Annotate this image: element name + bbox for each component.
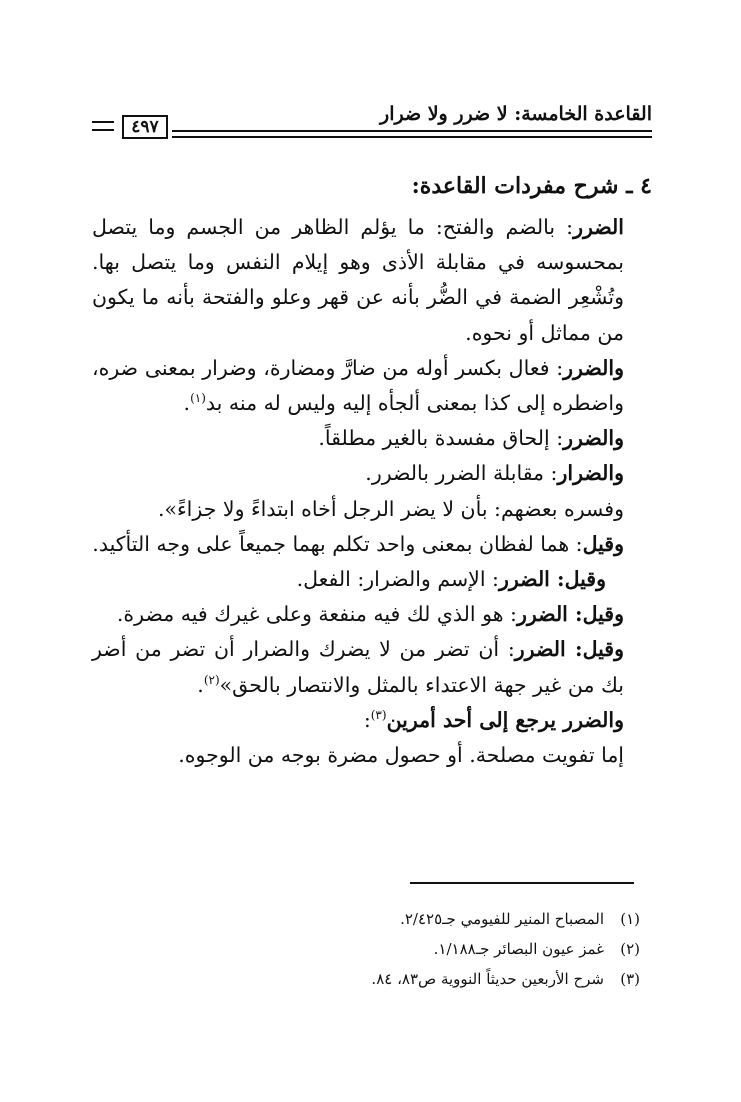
paragraph [92,597,652,632]
paragraph-text: : مقابلة الضرر بالضرر. [365,461,558,486]
header-rule [92,129,114,131]
paragraph-end: : [363,707,371,732]
paragraph-text: : بالضم والفتح: ما يؤلم الظاهر من الجسم وما يتصل بمحسوسه في مقابلة الأذى وهو إيلام النفس وما يتصل بها. وتُشْعِر الضمة في الضُّر بأنه عن قهر وعلو والفتحة بأنه ما يكون من مماثل أو نحوه. [92,215,624,345]
paragraph-term: والضرر [563,355,624,380]
paragraph [92,456,652,491]
footnote-ref: (٢) [203,672,220,687]
page-number: ٤٩٧ [122,115,168,139]
paragraph-term: وقيل [582,531,624,556]
footnote-ref: (٣) [370,708,387,723]
footnote-ref: (١) [190,391,206,406]
paragraph-end: . [183,391,191,416]
footnote [300,964,640,994]
paragraph [92,632,652,702]
paragraph [92,527,652,562]
paragraph-text: : إلحاق مفسدة بالغير مطلقاً. [318,426,564,451]
paragraph [92,738,652,773]
paragraph-text: : أن تضر من لا يضرك والضرار أن تضر من أضر بك من غير جهة الاعتداء بالمثل والانتصار بالحق» [92,637,624,697]
paragraph-term: الضرر [573,215,624,239]
paragraph-text: إما تفويت مصلحة. أو حصول مضرة بوجه من الوجوه. [178,743,624,768]
paragraph [92,562,652,597]
footnote-number: (٣) [620,970,640,988]
footnote-number: (١) [620,910,640,928]
paragraph-term: وقيل: الضرر [514,637,625,662]
footnote [300,934,640,964]
footnote-separator [410,882,634,884]
footnote [300,904,640,934]
header-rule [92,121,114,123]
footnote-text: شرح الأربعين حديثاً النووية ص٨٣، ٨٤. [371,970,604,988]
paragraph-text: : الإسم والضرار: الفعل. [296,567,499,592]
footnote-text: غمز عيون البصائر جـ١/١٨٨. [433,940,604,958]
header-rule [172,130,652,132]
paragraph-term: والضرر يرجع إلى أحد أمرين [386,707,624,732]
header-rule [172,136,652,138]
paragraph-text: : فعال بكسر أوله من ضارَّ ومضارة، وضرار بمعنى ضره، واضطره إلى كذا بمعنى ألجأه إليه وليس له منه بد [92,355,624,416]
paragraph [92,703,652,738]
paragraph [92,421,652,456]
running-title: القاعدة الخامسة: لا ضرر ولا ضرار [380,103,652,125]
paragraph-text: وفسره بعضهم: بأن لا يضر الرجل أخاه ابتداءً ولا جزاءً». [157,496,624,521]
paragraph-end: . [197,672,204,697]
main-text [92,166,652,773]
paragraph-term: والضرر [563,426,624,451]
footnote-text: المصباح المنير للفيومي جـ٢/٤٢٥. [400,910,604,928]
paragraph [92,492,652,527]
paragraph-term: وقيل: الضرر [516,602,624,627]
paragraph [92,351,652,421]
paragraph-term: والضرار [557,461,624,486]
paragraph-text: : هما لفظان بمعنى واحد تكلم بهما جميعاً على وجه التأكيد. [92,531,583,556]
footnotes [300,904,640,994]
paragraph [92,210,652,351]
page-header [92,103,652,143]
paragraph-term: وقيل: الضرر [498,567,606,592]
paragraph-text: : هو الذي لك فيه منفعة وعلى غيرك فيه مضرة. [116,602,517,627]
footnote-number: (٢) [620,940,640,958]
section-title: ٤ ـ شرح مفردات القاعدة: [411,173,652,199]
